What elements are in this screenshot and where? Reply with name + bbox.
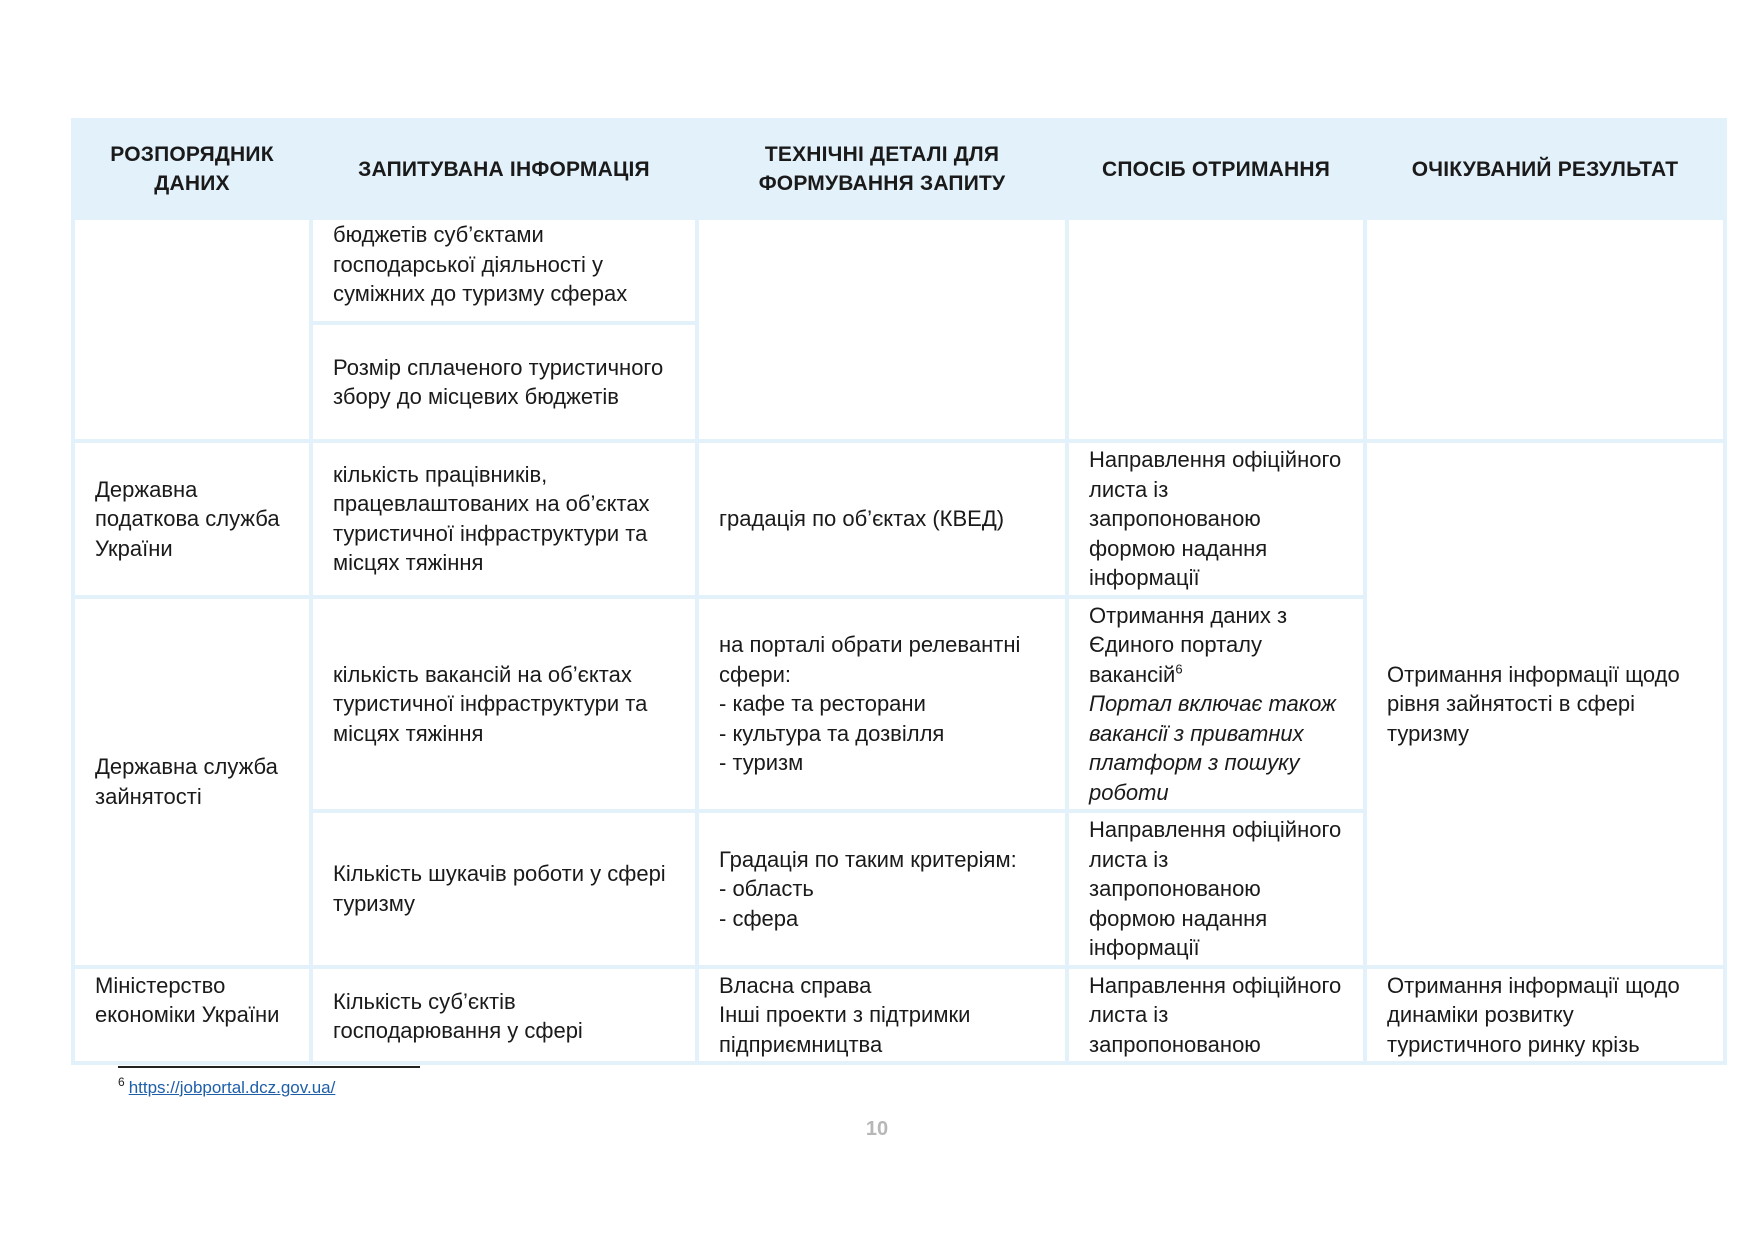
footnote-divider xyxy=(118,1066,420,1068)
header-method: СПОСІБ ОТРИМАННЯ xyxy=(1067,120,1365,218)
header-requested-info: ЗАПИТУВАНА ІНФОРМАЦІЯ xyxy=(311,120,697,218)
header-technical-details: ТЕХНІЧНІ ДЕТАЛІ ДЛЯ ФОРМУВАННЯ ЗАПИТУ xyxy=(697,120,1067,218)
cell-holder-ministry-economy: Міністерство економіки України xyxy=(73,967,311,1064)
cell-info-entities: Кількість суб’єктів господарювання у сфері xyxy=(311,967,697,1064)
cell-info-employees: кількість працівників, працевлаштованих на об’єктах туристичної інфраструктури та місцях тяжіння xyxy=(311,441,697,597)
cell-result-employment: Отримання інформації щодо рівня зайнятості в сфері туризму xyxy=(1365,441,1725,967)
cell-method-portal xyxy=(1067,597,1365,812)
cell-method-continued xyxy=(1067,218,1365,441)
tech-line: Власна справа xyxy=(719,972,872,998)
cell-method-official-letter: Направлення офіційного листа із запропонованою формою надання інформації xyxy=(1067,811,1365,967)
cell-info-tourist-tax: Розмір сплаченого туристичного збору до місцевих бюджетів xyxy=(311,323,697,441)
tech-line: - область xyxy=(719,876,814,901)
cell-tech-programs xyxy=(697,967,1067,1064)
table-row xyxy=(73,967,1725,1064)
tech-line: - кафе та ресторани xyxy=(719,691,926,716)
cell-tech-kved: градація по об’єктах (КВЕД) xyxy=(697,441,1067,597)
footnote-number: 6 xyxy=(118,1075,125,1090)
header-data-holder: РОЗПОРЯДНИК ДАНИХ xyxy=(73,120,311,218)
cell-info-vacancies: кількість вакансій на об’єктах туристичної інфраструктури та місцях тяжіння xyxy=(311,597,697,812)
cell-tech-continued xyxy=(697,218,1067,441)
page-number: 10 xyxy=(865,1118,889,1140)
cell-info-continued: бюджетів суб’єктами господарської діяльності у суміжних до туризму сферах xyxy=(311,218,697,323)
cell-method-official-letter: Направлення офіційного листа із запропонованою формою надання інформації xyxy=(1067,441,1365,597)
data-sources-table xyxy=(71,118,1727,1065)
cell-holder-employment-service: Державна служба зайнятості xyxy=(73,597,311,967)
footnote-reference[interactable]: 6 xyxy=(1175,661,1183,677)
cell-result-continued xyxy=(1365,218,1725,441)
cell-tech-criteria xyxy=(697,811,1067,967)
table-header-row xyxy=(73,120,1725,218)
header-expected-result: ОЧІКУВАНИЙ РЕЗУЛЬТАТ xyxy=(1365,120,1725,218)
method-portal-text: Отримання даних з Єдиного порталу вакансій xyxy=(1089,602,1288,687)
method-portal-note: Портал включає також вакансії з приватних платформ з пошуку роботи xyxy=(1089,691,1337,805)
tech-line: - сфера xyxy=(719,905,799,931)
cell-tech-portal-spheres xyxy=(697,597,1067,812)
tech-line: на порталі обрати релевантні сфери: xyxy=(719,632,1021,687)
tech-line: Градація по таким критеріям: xyxy=(719,846,1017,872)
cell-holder-continued xyxy=(73,218,311,441)
tech-line: - культура та дозвілля xyxy=(719,720,945,746)
footnote-link[interactable]: https://jobportal.dcz.gov.ua/ xyxy=(128,1078,336,1097)
cell-info-job-seekers: Кількість шукачів роботи у сфері туризму xyxy=(311,811,697,967)
tech-line: - туризм xyxy=(719,750,804,775)
cell-holder-tax-service: Державна податкова служба України xyxy=(73,441,311,597)
footnote xyxy=(118,1077,335,1099)
cell-result-market-dynamics: Отримання інформації щодо динаміки розвитку туристичного ринку крізь xyxy=(1365,967,1725,1064)
table-row xyxy=(73,218,1725,323)
tech-line: Інші проекти з підтримки підприємництва xyxy=(719,1002,971,1057)
table-row xyxy=(73,441,1725,597)
cell-method-official-letter: Направлення офіційного листа із запропонованою xyxy=(1067,967,1365,1064)
